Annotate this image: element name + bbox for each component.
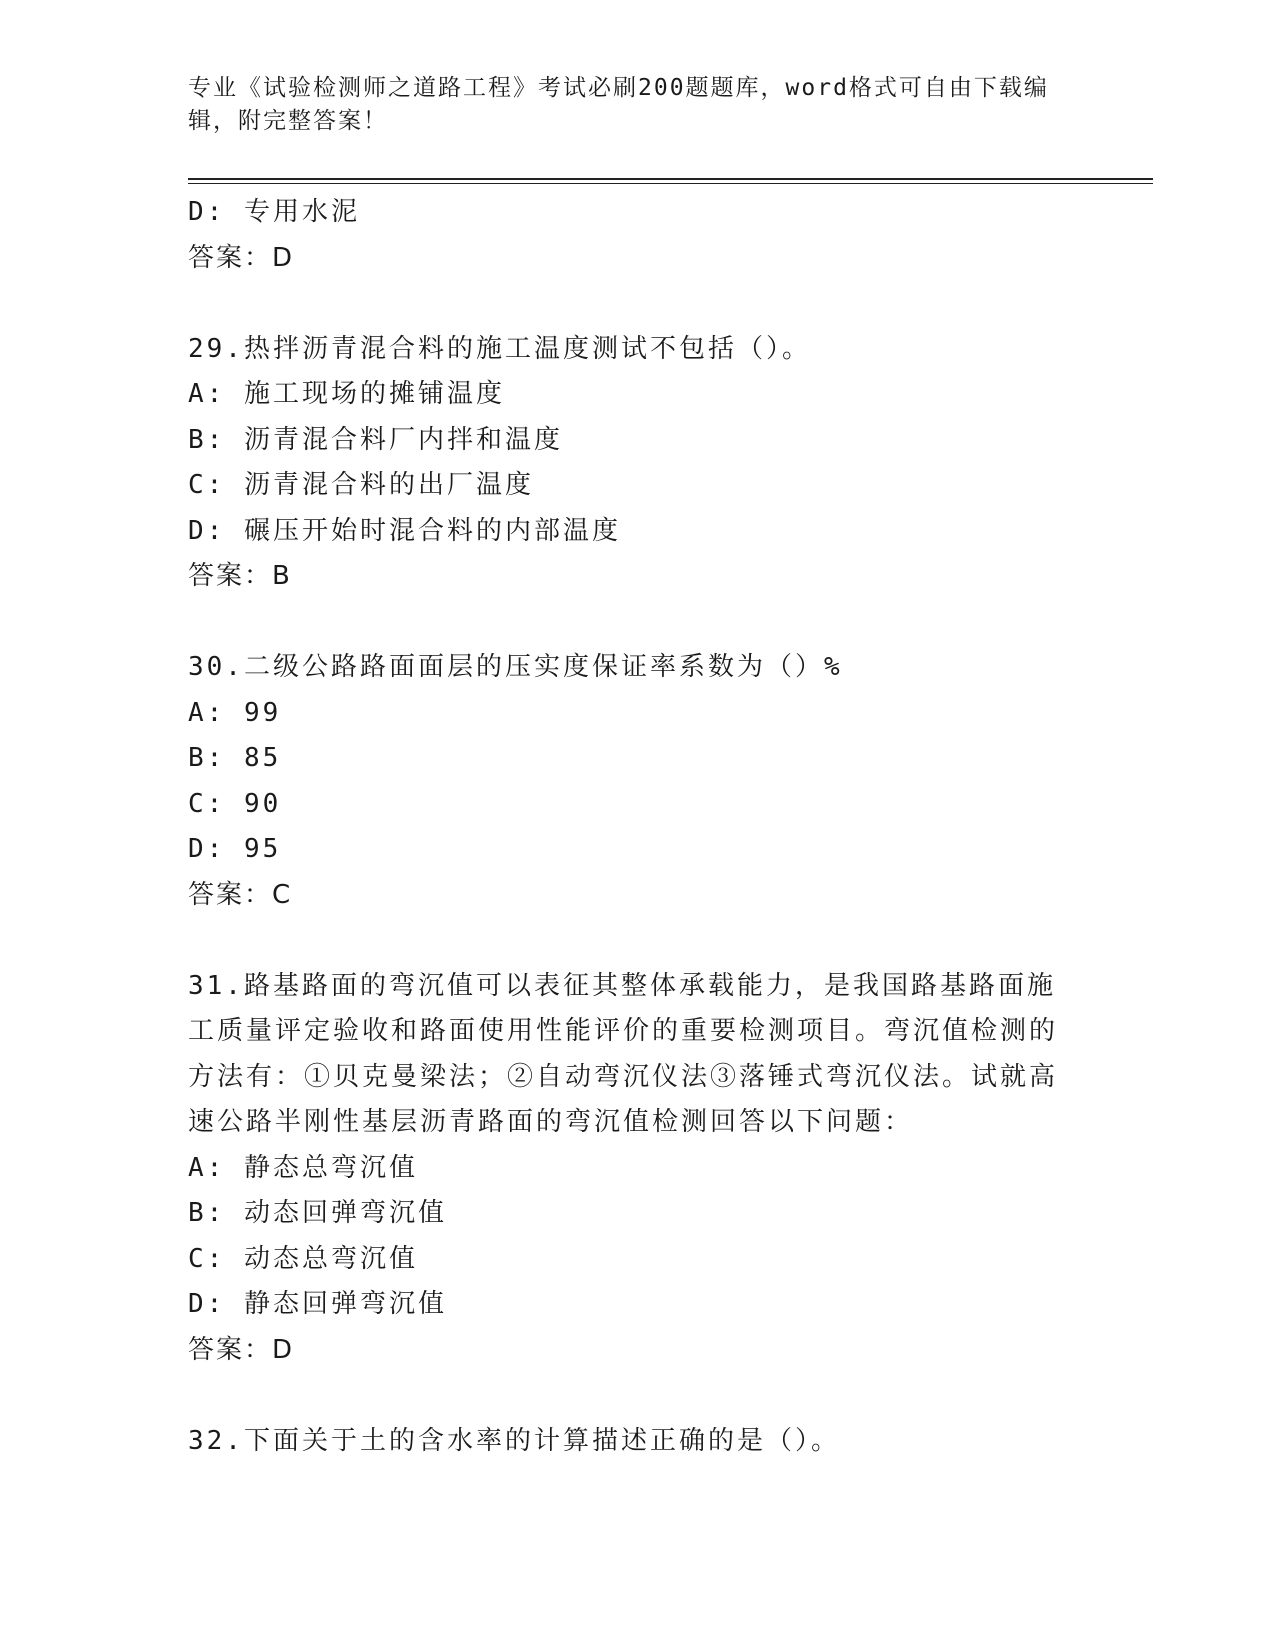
option-d: D: 专用水泥	[188, 197, 360, 227]
spacer	[188, 918, 1088, 964]
spacer	[188, 281, 1088, 327]
question-31	[188, 964, 1088, 1374]
document-header: 专业《试验检测师之道路工程》考试必刷200题题库，word格式可自由下载编辑，附完整答案！	[188, 75, 1049, 134]
option-c: C: 沥青混合料的出厂温度	[188, 470, 534, 500]
option-c: C: 动态总弯沉值	[188, 1243, 418, 1274]
option-a: A: 施工现场的摊铺温度	[188, 379, 505, 409]
answer: 答案：B	[188, 561, 292, 591]
question-32	[188, 1419, 1088, 1465]
answer: 答案：D	[188, 242, 295, 273]
question-list	[188, 190, 1088, 1464]
answer: 答案：C	[188, 879, 293, 910]
question-30	[188, 645, 1088, 918]
question-stem: 31.路基路面的弯沉值可以表征其整体承载能力，是我国路基路面施工质量评定验收和路面使用性能评价的重要检测项目。弯沉值检测的方法有：①贝克曼梁法；②自动弯沉仪法③落锤式弯沉仪法。试就高速公路半刚性基层沥青路面的弯沉值检测回答以下问题：	[188, 970, 1059, 1137]
previous-question-tail	[188, 190, 1088, 281]
option-d: D: 碾压开始时混合料的内部温度	[188, 515, 621, 546]
spacer	[188, 1373, 1088, 1419]
question-29	[188, 327, 1088, 600]
spacer	[188, 600, 1088, 646]
option-d: D: 95	[188, 834, 282, 864]
header-divider-thick	[188, 178, 1153, 180]
option-a: A: 99	[188, 697, 282, 728]
option-b: B: 沥青混合料厂内拌和温度	[188, 424, 563, 455]
question-stem: 29.热拌沥青混合料的施工温度测试不包括（）。	[188, 333, 811, 364]
option-a: A: 静态总弯沉值	[188, 1152, 418, 1183]
option-d: D: 静态回弹弯沉值	[188, 1289, 447, 1319]
answer: 答案：D	[188, 1334, 295, 1365]
option-b: B: 动态回弹弯沉值	[188, 1198, 447, 1228]
option-c: C: 90	[188, 788, 282, 819]
question-stem: 30.二级公路路面面层的压实度保证率系数为（）%	[188, 652, 843, 682]
header-divider-thin	[188, 183, 1153, 184]
option-b: B: 85	[188, 743, 282, 773]
question-stem: 32.下面关于土的含水率的计算描述正确的是（）。	[188, 1425, 840, 1456]
